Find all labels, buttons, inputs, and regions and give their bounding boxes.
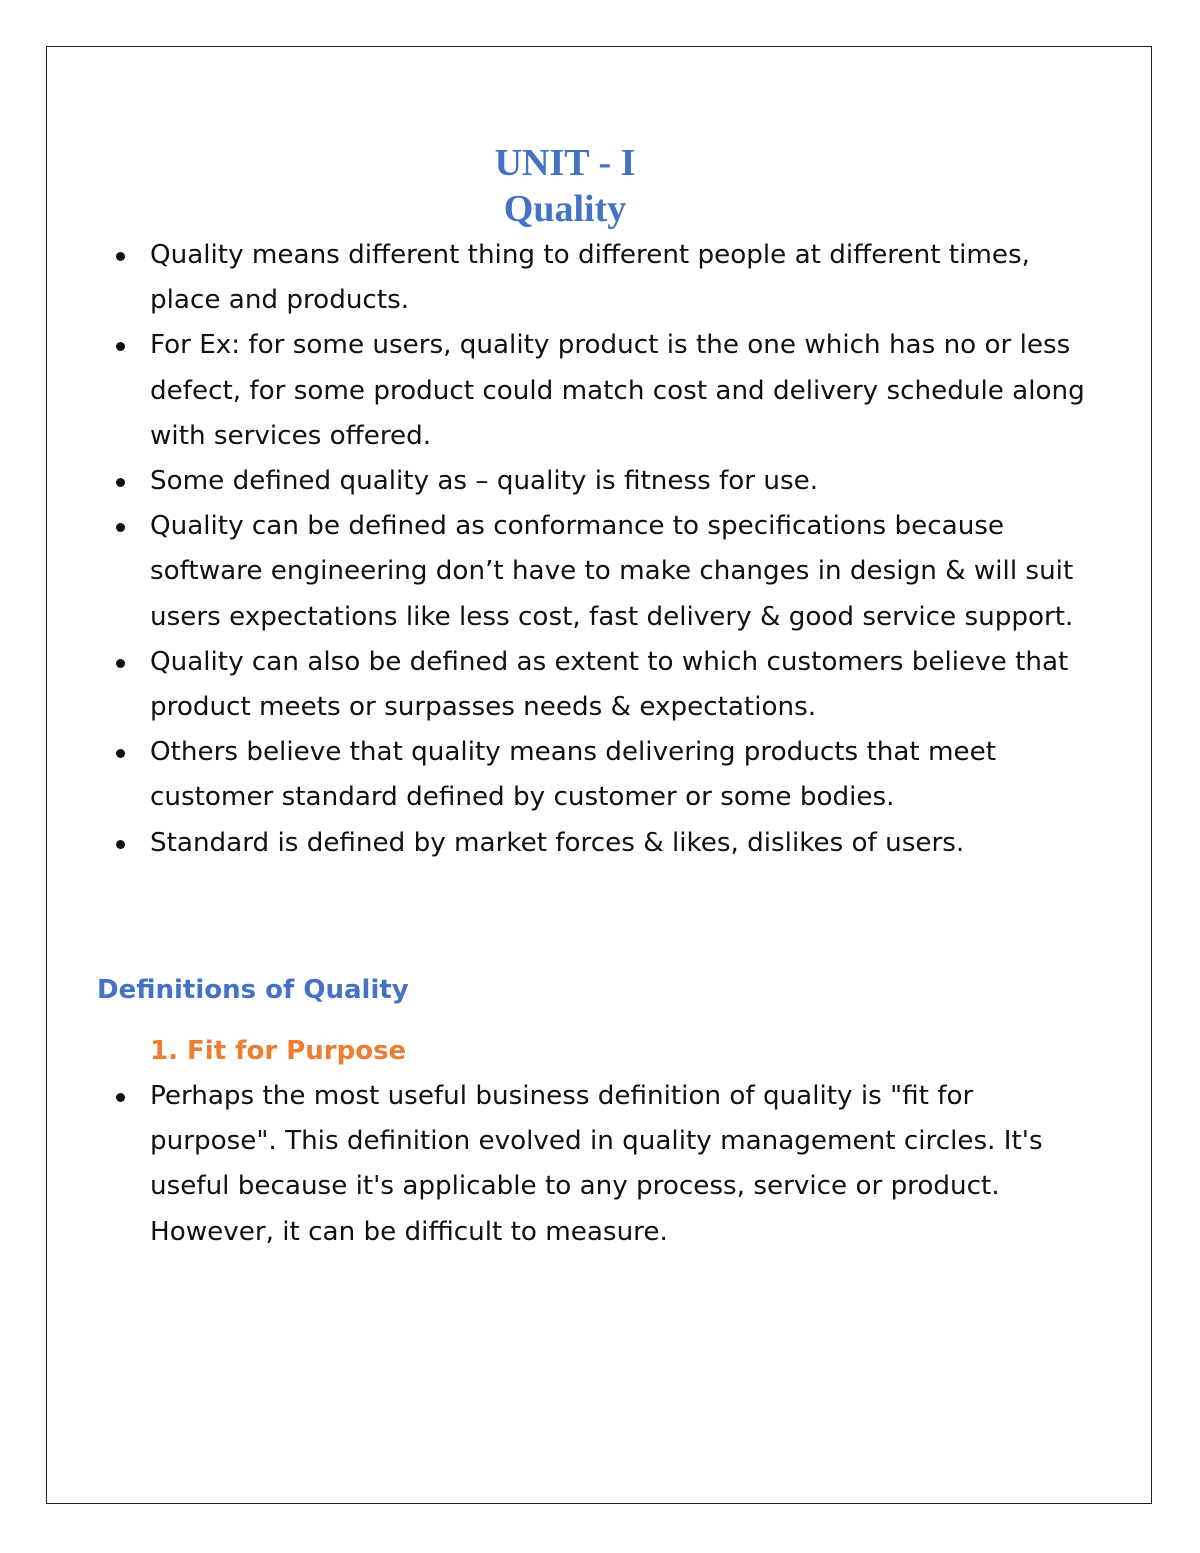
- list-item: [150, 323, 1085, 459]
- list-item-text: Perhaps the most useful business definition of quality is "fit for purpose". This definition evolved in quality management circles. It's useful because it's applicable to any process, service or product. However, it can be difficult to measure.: [150, 1081, 1043, 1247]
- list-item-text: Some defined quality as – quality is fitness for use.: [150, 466, 819, 497]
- list-item-text: Quality can also be defined as extent to which customers believe that product meets or surpasses needs & expectations.: [150, 646, 1069, 723]
- list-item-text: Standard is defined by market forces & likes, dislikes of users.: [150, 827, 965, 858]
- page-title: Quality: [503, 188, 627, 230]
- list-item: [150, 1074, 1085, 1255]
- bullet-icon: [116, 659, 125, 668]
- bullet-icon: [116, 252, 125, 261]
- fit-for-purpose-bullet-list: [150, 1074, 1085, 1255]
- unit-title: UNIT - I: [494, 142, 636, 184]
- bullet-icon: [116, 1093, 125, 1102]
- bullet-icon: [116, 478, 125, 487]
- intro-bullet-list: [150, 233, 1085, 866]
- list-item: [150, 233, 1085, 323]
- list-item: [150, 459, 1085, 504]
- list-item: [150, 730, 1085, 820]
- subheading-fit-for-purpose: 1. Fit for Purpose: [150, 1036, 407, 1066]
- list-item: [150, 821, 1085, 866]
- title-block: [0, 140, 1130, 232]
- list-item-text: Quality can be defined as conformance to specifications because software engineering don’t have to make changes in design & will suit users expectations like less cost, fast delivery & good service support.: [150, 511, 1074, 632]
- section-heading-definitions: Definitions of Quality: [97, 975, 409, 1005]
- list-item: [150, 640, 1085, 730]
- list-item-text: For Ex: for some users, quality product is the one which has no or less defect, for some product could match cost and delivery schedule along with services offered.: [150, 330, 1085, 451]
- list-item-text: Quality means different thing to different people at different times, place and products.: [150, 240, 1030, 316]
- list-item-text: Others believe that quality means delivering products that meet customer standard defined by customer or some bodies.: [150, 737, 996, 813]
- bullet-icon: [116, 840, 125, 849]
- list-item: [150, 504, 1085, 640]
